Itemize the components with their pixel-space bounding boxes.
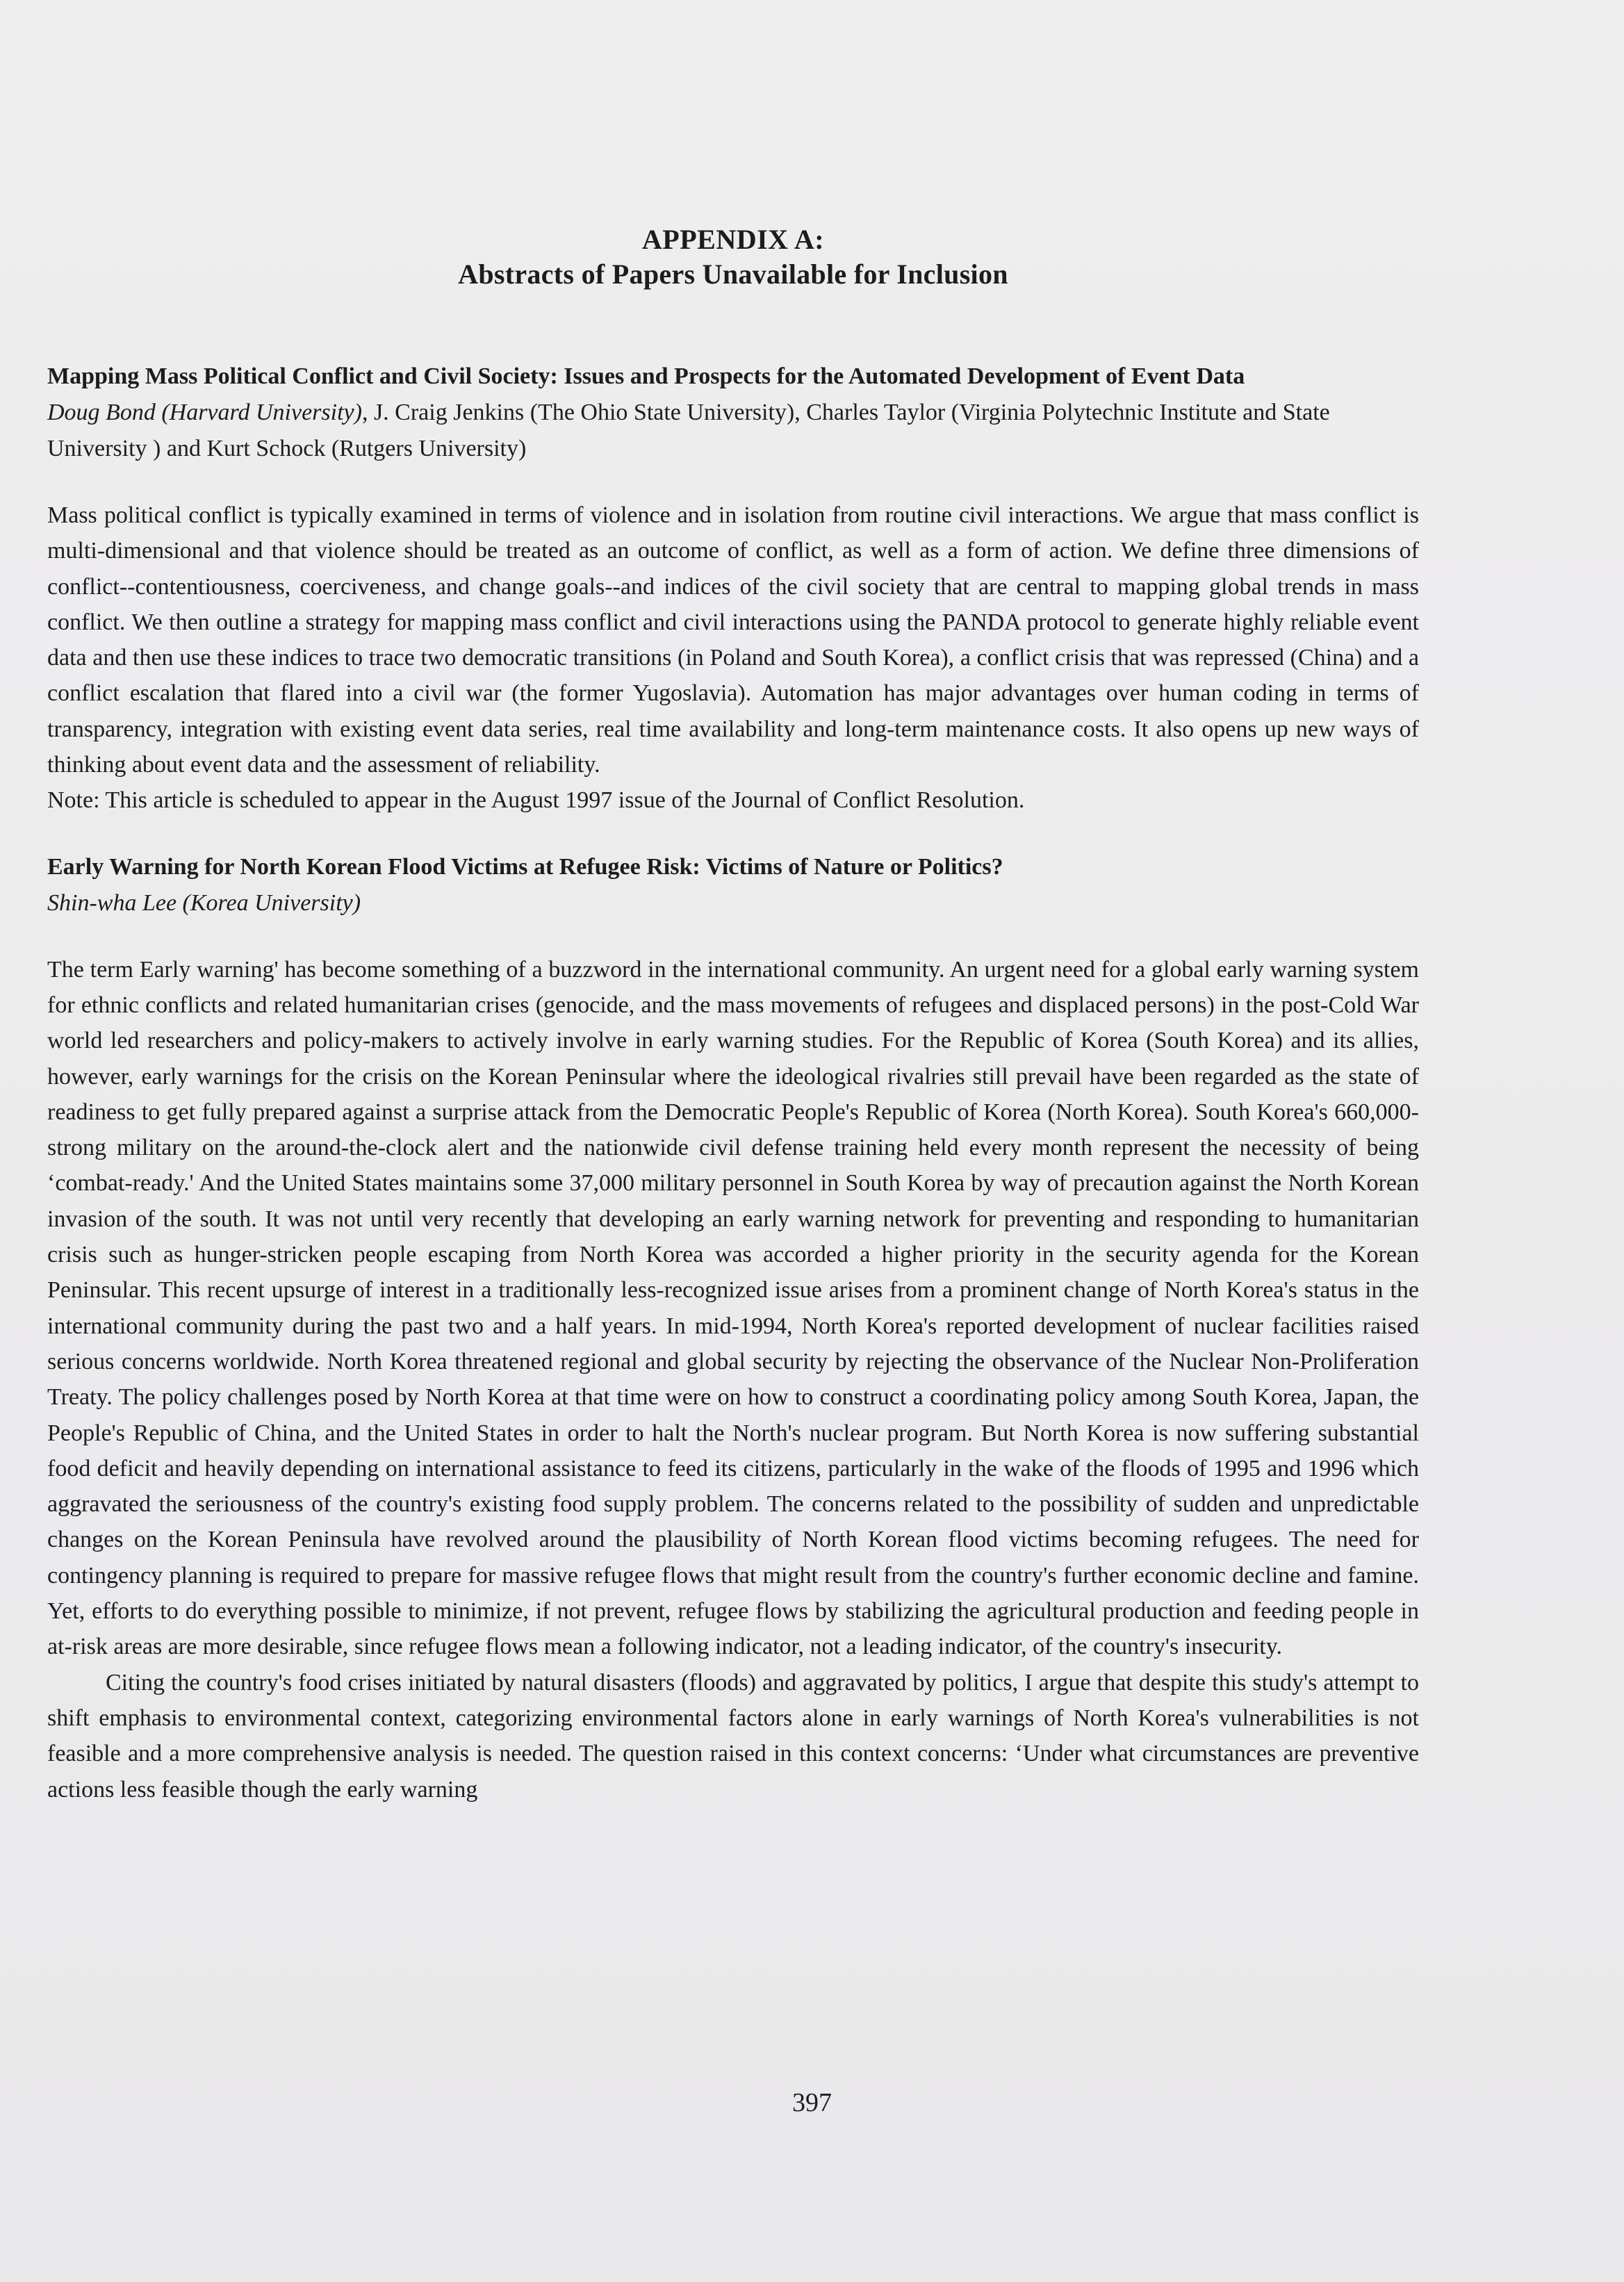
article-early-warning-north-korea [47,849,1419,1807]
lead-author: Doug Bond (Harvard University) [47,400,362,425]
page-number: 397 [792,2088,832,2117]
appendix-heading [47,222,1419,292]
lead-author: Shin-wha Lee (Korea University) [47,889,361,916]
abstract-paragraph: The term Early warning' has become something of a buzzword in the international community. An urgent need for a global early warning system for ethnic conflicts and related humanitarian crises (genocide, and the mass movements of refugees and displaced persons) in the post-Cold War world led researchers and policy-makers to actively involve in early warning studies. For the Republic of Korea (South Korea) and its allies, however, early warnings for the crisis on the Korean Peninsular where the ideological rivalries still prevail have been regarded as the state of readiness to get fully prepared against a surprise attack from the Democratic People's Republic of Korea (North Korea). South Korea's 660,000-strong military on the around-the-clock alert and the nationwide civil defense training held every month represent the necessity of being ‘combat-ready.' And the United States maintains some 37,000 military personnel in South Korea by way of precaution against the North Korean invasion of the south. It was not until very recently that developing an early warning network for preventing and responding to humanitarian crisis such as hunger-stricken people escaping from North Korea was accorded a higher priority in the security agenda for the Korean Peninsular. This recent upsurge of interest in a traditionally less-recognized issue arises from a prominent change of North Korea's status in the international community during the past two and a half years. In mid-1994, North Korea's reported development of nuclear facilities raised serious concerns worldwide. North Korea threatened regional and global security by rejecting the observance of the Nuclear Non-Proliferation Treaty. The policy challenges posed by North Korea at that time were on how to construct a coordinating policy among South Korea, Japan, the People's Republic of China, and the United States in order to halt the North's nuclear program. But North Korea is now suffering substantial food deficit and heavily depending on international assistance to feed its citizens, particularly in the wake of the floods of 1995 and 1996 which aggravated the seriousness of the country's existing food supply problem. The concerns related to the possibility of sudden and unpredictable changes on the Korean Peninsula have revolved around the plausibility of North Korean flood victims becoming refugees. The need for contingency planning is required to prepare for massive refugee flows that might result from the country's further economic decline and famine. Yet, efforts to do everything possible to minimize, if not prevent, refugee flows by stabilizing the agricultural production and feeding people in at-risk areas are more desirable, since refugee flows mean a following indicator, not a leading indicator, of the country's insecurity. [47,956,1419,1660]
article-authors [47,885,1419,921]
page-content [47,222,1419,1807]
appendix-subtitle: Abstracts of Papers Unavailable for Inclusion [458,258,1008,290]
article-mapping-mass-conflict [47,359,1419,819]
abstract-note: Note: This article is scheduled to appear in the August 1997 issue of the Journal of Conflict Resolution. [47,787,1025,814]
article-title: Early Warning for North Korean Flood Victims at Refugee Risk: Victims of Nature or Politics? [47,853,1003,880]
article-title: Mapping Mass Political Conflict and Civil Society: Issues and Prospects for the Automated Development of Event Data [47,363,1245,389]
article-abstract [47,498,1419,819]
other-authors: , J. Craig Jenkins (The Ohio State University), Charles Taylor (Virginia Polytechnic Institute and State University ) and Kurt Schock (Rutgers University) [47,400,1330,461]
abstract-paragraph: Citing the country's food crises initiated by natural disasters (floods) and aggravated by politics, I argue that despite this study's attempt to shift emphasis to environmental context, categorizing environmental factors alone in early warnings of North Korea's vulnerabilities is not feasible and a more comprehensive analysis is needed. The question raised in this context concerns: ‘Under what circumstances are preventive actions less feasible though the early warning [47,1669,1419,1803]
article-authors [47,395,1419,467]
abstract-paragraph: Mass political conflict is typically examined in terms of violence and in isolation from routine civil interactions. We argue that mass conflict is multi-dimensional and that violence should be treated as an outcome of conflict, as well as a form of action. We define three dimensions of conflict--contentiousness, coerciveness, and change goals--and indices of the civil society that are central to mapping global trends in mass conflict. We then outline a strategy for mapping mass conflict and civil interactions using the PANDA protocol to generate highly reliable event data and then use these indices to trace two democratic transitions (in Poland and South Korea), a conflict crisis that was repressed (China) and a conflict escalation that flared into a civil war (the former Yugoslavia). Automation has major advantages over human coding in terms of transparency, integration with existing event data series, real time availability and long-term maintenance costs. It also opens up new ways of thinking about event data and the assessment of reliability. [47,502,1419,778]
article-abstract [47,952,1419,1807]
appendix-title: APPENDIX A: [641,224,825,255]
